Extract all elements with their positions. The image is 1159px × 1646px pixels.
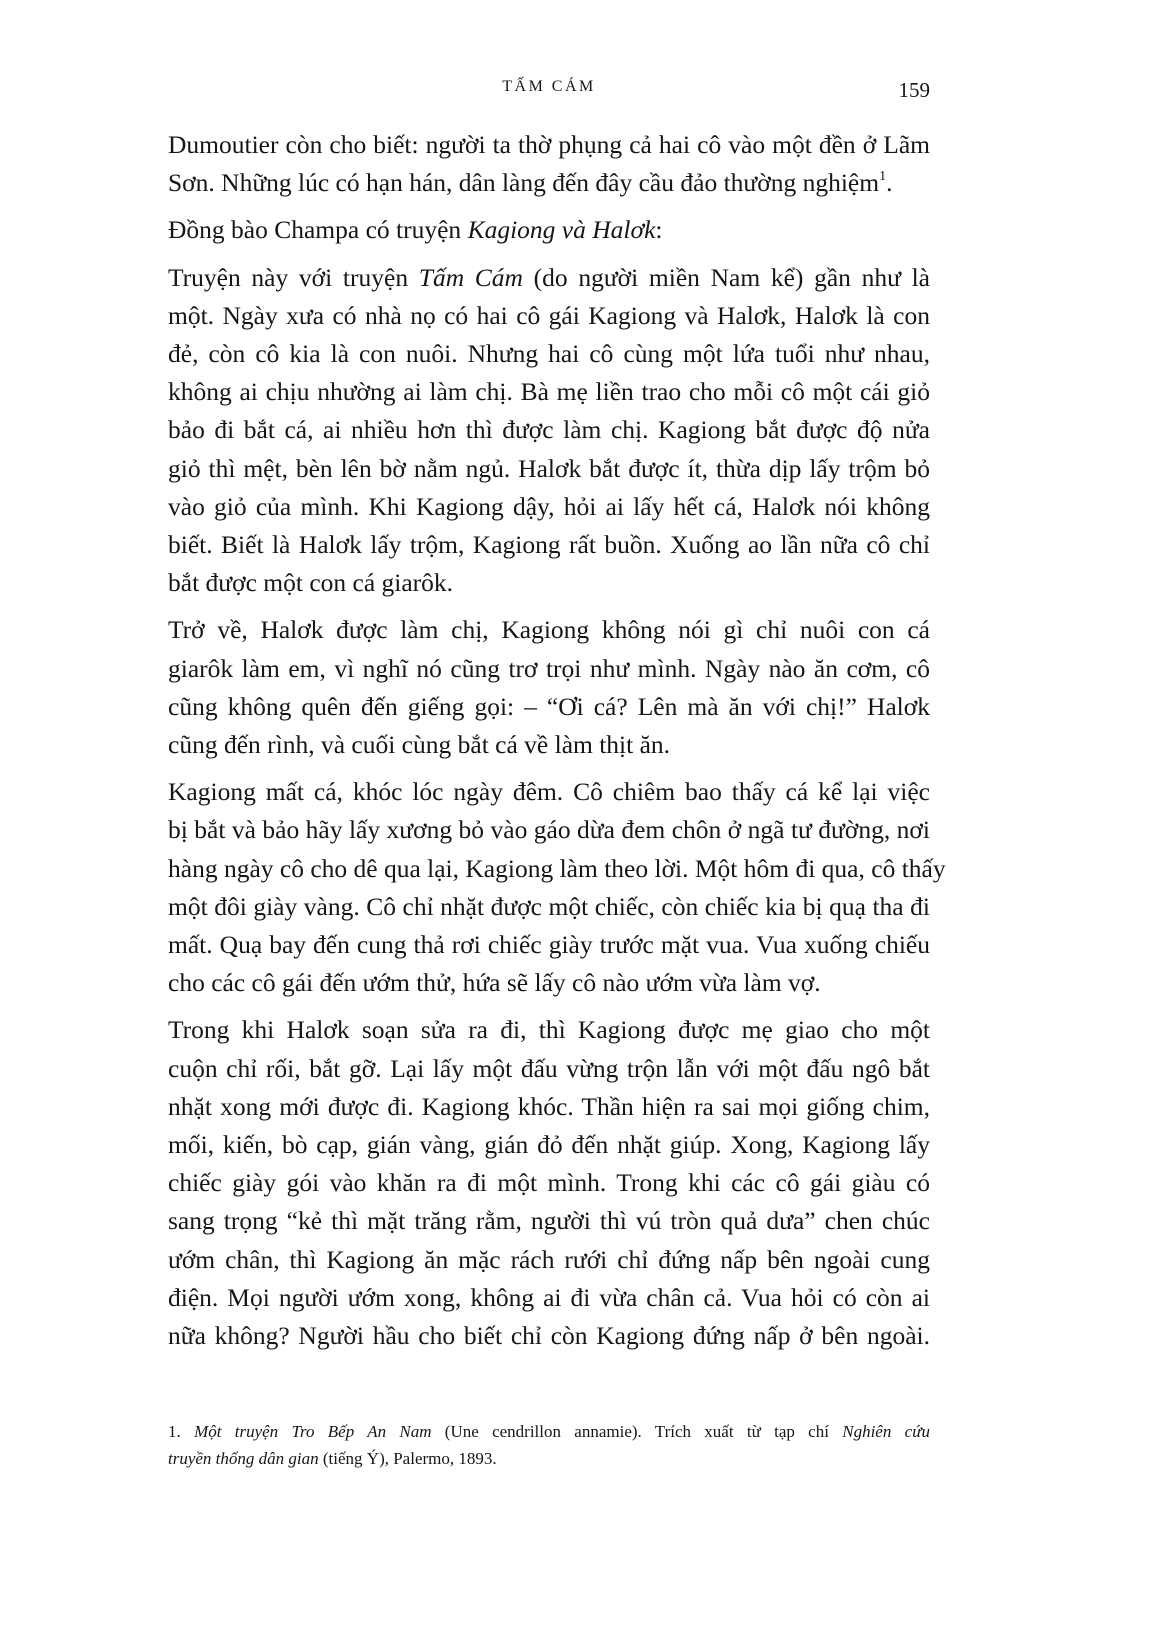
text-line bbox=[168, 259, 930, 297]
text-line: bắt được một con cá giarôk. bbox=[168, 568, 454, 598]
story-title: Tấm Cám bbox=[418, 262, 523, 292]
footnote-line bbox=[168, 1445, 930, 1472]
book-page bbox=[168, 0, 946, 1646]
text-line: bảo đi bắt cá, ai nhiều hơn thì được làm chị. Kagiong bắt được độ nửa bbox=[168, 415, 930, 445]
text-fragment: Truyện này với truyện bbox=[168, 262, 419, 292]
footnote-number: 1. bbox=[168, 1422, 181, 1441]
text-line: cho các cô gái đến ướm thử, hứa sẽ lấy cô nào ướm vừa làm vợ. bbox=[168, 968, 821, 998]
text-line: giỏ thì mệt, bèn lên bờ nằm ngủ. Halơk bắt được ít, thừa dịp lấy trộm bỏ bbox=[168, 453, 930, 483]
text-line: không ai chịu nhường ai làm chị. Bà mẹ liền trao cho mỗi cô một cái giỏ bbox=[168, 377, 930, 407]
footnote-title: Một truyện Tro Bếp An Nam bbox=[194, 1422, 432, 1441]
running-title: TẤM CÁM bbox=[502, 78, 596, 95]
paragraph-4 bbox=[168, 611, 930, 764]
text-line: Trong khi Halơk soạn sửa ra đi, thì Kagiong được mẹ giao cho một bbox=[168, 1015, 930, 1045]
text-line: hàng ngày cô cho dê qua lại, Kagiong làm theo lời. Một hôm đi qua, cô thấy bbox=[168, 853, 946, 883]
text-fragment: Đồng bào Champa có truyện bbox=[168, 215, 468, 245]
text-line bbox=[168, 164, 930, 202]
text-fragment: : bbox=[655, 215, 663, 245]
paragraph-3 bbox=[168, 259, 930, 603]
text-line: Dumoutier còn cho biết: người ta thờ phụng cả hai cô vào một đền ở Lãm bbox=[168, 130, 930, 159]
text-line: ướm chân, thì Kagiong ăn mặc rách rưới chỉ đứng nấp bên ngoài cung bbox=[168, 1244, 930, 1274]
text-line: sang trọng “kẻ thì mặt trăng rằm, người thì vú tròn quả dưa” chen chúc bbox=[168, 1206, 930, 1236]
footnote-journal: Nghiên cứu bbox=[842, 1422, 930, 1441]
text-line: giarôk làm em, vì nghĩ nó cũng trơ trọi như mình. Ngày nào ăn cơm, cô bbox=[168, 653, 930, 683]
page-number: 159 bbox=[898, 78, 930, 102]
text-line: chiếc giày gói vào khăn ra đi một mình. Trong khi các cô gái giàu có bbox=[168, 1168, 930, 1198]
text-line: biết. Biết là Halơk lấy trộm, Kagiong rất buồn. Xuống ao lần nữa cô chỉ bbox=[168, 530, 930, 560]
text-line: cũng đến rình, và cuối cùng bắt cá về làm thịt ăn. bbox=[168, 730, 671, 760]
footnote-journal: truyền thống dân gian bbox=[168, 1449, 319, 1468]
footnote bbox=[168, 1418, 930, 1472]
text-line: bị bắt và bảo hãy lấy xương bỏ vào gáo dừa đem chôn ở ngã tư đường, nơi bbox=[168, 815, 930, 845]
footnote-ref[interactable]: 1 bbox=[879, 169, 887, 185]
text-line: nhặt xong mới được đi. Kagiong khóc. Thần hiện ra sai mọi giống chim, bbox=[168, 1091, 930, 1121]
text-line: cũng không quên đến giếng gọi: – “Ơi cá? Lên mà ăn với chị!” Halơk bbox=[168, 691, 930, 721]
paragraph-1 bbox=[168, 126, 930, 202]
text-fragment: . bbox=[886, 168, 893, 198]
text-line: Trở về, Halơk được làm chị, Kagiong không nói gì chỉ nuôi con cá bbox=[168, 615, 930, 645]
text-line: một. Ngày xưa có nhà nọ có hai cô gái Kagiong và Halơk, Halơk là con bbox=[168, 300, 930, 330]
paragraph-6 bbox=[168, 1011, 930, 1355]
body-text bbox=[168, 126, 946, 1364]
text-line: mối, kiến, bò cạp, gián vàng, gián đỏ đến nhặt giúp. Xong, Kagiong lấy bbox=[168, 1130, 930, 1160]
text-fragment: Sơn. Những lúc có hạn hán, dân làng đến đây cầu đảo thường nghiệm bbox=[168, 168, 880, 198]
text-line: cuộn chỉ rối, bắt gỡ. Lại lấy một đấu vừng trộn lẫn với một đấu ngô bắt bbox=[168, 1053, 930, 1083]
text-line: mất. Quạ bay đến cung thả rơi chiếc giày trước mặt vua. Vua xuống chiếu bbox=[168, 930, 930, 960]
footnote-text: (Une cendrillon annamie). Trích xuất từ tạp chí bbox=[431, 1422, 843, 1441]
footnote-text: (tiếng Ý), Palermo, 1893. bbox=[318, 1449, 497, 1468]
text-line: một đôi giày vàng. Cô chỉ nhặt được một chiếc, còn chiếc kia bị quạ tha đi bbox=[168, 891, 930, 921]
text-line: đẻ, còn cô kia là con nuôi. Nhưng hai cô cùng một lứa tuổi như nhau, bbox=[168, 339, 930, 369]
story-title: Kagiong và Halơk bbox=[467, 215, 656, 245]
text-fragment: (do người miền Nam kể) gần như là bbox=[522, 262, 930, 292]
running-head bbox=[168, 78, 930, 106]
footnote-line bbox=[168, 1418, 930, 1445]
paragraph-2 bbox=[168, 211, 930, 249]
text-line: nữa không? Người hầu cho biết chỉ còn Kagiong đứng nấp ở bên ngoài. bbox=[168, 1321, 930, 1351]
text-line: vào giỏ của mình. Khi Kagiong dậy, hỏi ai lấy hết cá, Halơk nói không bbox=[168, 491, 930, 521]
paragraph-5 bbox=[168, 773, 946, 1002]
text-line: điện. Mọi người ướm xong, không ai đi vừa chân cả. Vua hỏi có còn ai bbox=[168, 1282, 930, 1312]
text-line bbox=[168, 211, 930, 249]
text-line: Kagiong mất cá, khóc lóc ngày đêm. Cô chiêm bao thấy cá kể lại việc bbox=[168, 777, 930, 807]
